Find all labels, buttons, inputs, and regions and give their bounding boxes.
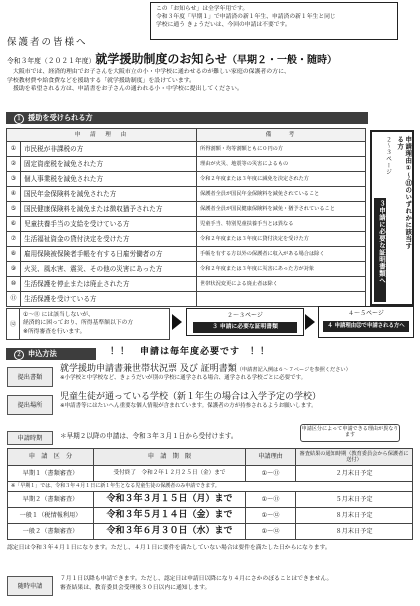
arrow-right-icon	[172, 314, 182, 330]
criteria-number: ⑧	[7, 247, 21, 262]
criteria-number: ⑩	[7, 277, 21, 292]
notice-line: 学校に通う きょうだいは、今回の申請は不要です。	[156, 22, 291, 29]
criteria-reason: 児童扶養手当の支給を受けている方	[21, 217, 197, 232]
criteria-body	[7, 142, 366, 307]
col-note-header: 備 考	[197, 129, 366, 142]
anytime-line: 審査結果は、教育委員会受理後３０日以内に通知します。	[60, 584, 211, 591]
criteria-note: 理由が火災、地震等の災害によるもの	[197, 157, 366, 172]
title-sub: （早期２・一般・随時）	[227, 55, 338, 66]
criteria-number: ③	[7, 172, 21, 187]
criteria-note: 世帯状況変更による廃止者は除く	[197, 277, 366, 292]
place-content	[60, 392, 418, 410]
criteria-note: 保護者全員が国民健康保険料を減免・猶予されていること	[197, 202, 366, 217]
docs-label: 提出書類	[7, 367, 53, 387]
criteria-note: 手帳を有する方以外の保護者に収入がある場合は除く	[197, 247, 366, 262]
row12-line: ①〜⑪ には該当しないが、	[23, 312, 94, 318]
criteria-note	[197, 292, 366, 307]
section1-title: 援助を受けられる方	[28, 113, 93, 122]
schedule-notice: ２月末日予定	[296, 466, 413, 482]
schedule-period-text: 令和３年５月１４日（金）まで	[106, 509, 233, 520]
schedule-category: 一般２（書類審査）	[8, 524, 94, 540]
criteria-reason: 生活福祉資金の貸付決定を受けた方	[21, 232, 197, 247]
criteria-row	[7, 202, 366, 217]
criteria-note: 所得割額・均等割額ともに０円の方	[197, 142, 366, 157]
criteria-row	[7, 172, 366, 187]
schedule-period-text: 令和３年３月１５日（月）まで	[106, 493, 233, 504]
schedule-notice: ８月末日予定	[296, 524, 413, 540]
criteria-note: 令和２年度または３年度に貸付決定を受けた方	[197, 232, 366, 247]
category-callout: 申請区分によって申請できる理由が異なります	[300, 424, 400, 442]
anytime-line: ７月１日以降も申請できます。ただし、認定日は申請日以降になり４月にさかのぼることはできません。	[60, 576, 333, 582]
docs-content	[60, 364, 418, 382]
criteria-note: 令和２年度または３年度に減免を決定された方	[197, 172, 366, 187]
place-label: 提出場所	[7, 395, 53, 415]
place-sub: ※申請書等にはたいへん重要な個人情報が含まれています。保護者の方が持参されるようお願いします。	[60, 403, 317, 410]
criteria-reason: 国民年金保険料を減免された方	[21, 187, 197, 202]
criteria-number: ⑥	[7, 217, 21, 232]
criteria-row	[7, 157, 366, 172]
schedule-row	[8, 508, 413, 524]
criteria-reason: 固定資産税を減免された方	[21, 157, 197, 172]
criteria-row	[7, 247, 366, 262]
docs-main: 就学援助申請書兼世帯状況票 及び 証明書類	[60, 364, 237, 374]
schedule-reason: ①〜⑪	[246, 492, 296, 508]
criteria-number: ②	[7, 157, 21, 172]
criteria-note: 児童手当、特別児童扶養手当とは異なる	[197, 217, 366, 232]
criteria-note: 保護者全員が国民年金保険料を減免されていること	[197, 187, 366, 202]
row12-number: ⑫	[6, 308, 20, 340]
schedule-period-text: 令和３年６月３０日（水）まで	[106, 525, 233, 536]
notice-box	[150, 2, 398, 40]
page-ref-1-pages: ２〜３ページ	[227, 312, 263, 319]
th-reason: 申請理由	[246, 449, 296, 466]
section2-number: ２	[14, 350, 24, 360]
criteria-reason: 生活保護を停止または廃止された方	[21, 277, 197, 292]
criteria-table	[6, 128, 366, 307]
row12-line: 経済的に困っており、所得基準額以下の方	[23, 320, 134, 327]
criteria-reason: 国民健康保険料を減免または徴収猶予された方	[21, 202, 197, 217]
schedule-reason: ①〜⑫	[246, 508, 296, 524]
side-guide-bottom: ３申請に必要な証明書類へ	[374, 198, 386, 302]
criteria-reason: 生活保護を受けている方	[21, 292, 197, 307]
schedule-period-text: 受付終了 令和２年１２月２５日（金）まで	[113, 470, 226, 476]
criteria-number: ⑤	[7, 202, 21, 217]
schedule-row	[8, 466, 413, 482]
page-ref-2-label: ４ 申請理由⑫で申請される方へ	[323, 321, 409, 332]
criteria-row	[7, 142, 366, 157]
col-reason-header: 申 請 理 由	[7, 129, 197, 142]
intro-line: 学校教材費や給食費などを援助する「就学援助制度」を設けています。	[7, 77, 196, 84]
greeting: 保護者の皆様へ	[7, 37, 88, 48]
schedule-period	[94, 508, 246, 524]
criteria-row	[7, 292, 366, 307]
criteria-row	[7, 262, 366, 277]
period-label: 申請時期	[7, 431, 53, 445]
criteria-number: ⑨	[7, 262, 21, 277]
section2-title: 申込方法	[28, 349, 57, 358]
notice-line: 令和３年度「早期１」で申請済の新１年生、申請済の新１年生と同じ	[156, 14, 336, 21]
schedule-note: ※「早期１」では、令和３年４月１日に新１年生となる児童生徒の保護者のみ申請できます。	[8, 482, 413, 492]
schedule-category: 早期１（書類審査）	[8, 466, 94, 482]
anytime-content	[60, 575, 416, 592]
schedule-period	[94, 492, 246, 508]
criteria-reason: 市民税が非課税の方	[21, 142, 197, 157]
approval-note: 認定日は令和３年４月１日になります。ただし、４月１日に要件を満たしていない場合は要件を満たした日からになります。	[7, 545, 331, 551]
schedule-notice: ８月末日予定	[296, 508, 413, 524]
schedule-category: 一般１（税情報利用）	[8, 508, 94, 524]
criteria-row	[7, 217, 366, 232]
intro-text	[7, 68, 415, 94]
criteria-row	[7, 187, 366, 202]
th-category: 申 請 区 分	[8, 449, 94, 466]
criteria-number: ⑪	[7, 292, 21, 307]
arrow-right-icon	[305, 314, 315, 330]
side-guide-box	[370, 130, 414, 306]
period-text: ＊早期２以降の申請は、令和３年３月１日から受付けます。	[60, 432, 238, 440]
schedule-period	[94, 524, 246, 540]
th-notice: 審査結果の通知時期（教育委員会から保護者に送付）	[296, 449, 413, 466]
intro-line: 大阪市では、経済的理由でお子さんを大阪市立の小・中学校に通わせるのが難しい家庭の保護者の方に、	[13, 69, 290, 75]
page-ref-1-label: ３ 申請に必要な証明書類	[193, 322, 297, 333]
row12-line: ※所得審査を行います。	[23, 328, 86, 335]
side-guide-top: 申請理由①〜⑪のいずれかに該当する方	[396, 136, 413, 250]
criteria-header-row	[7, 129, 366, 142]
schedule-header-row	[8, 449, 413, 466]
criteria-number: ④	[7, 187, 21, 202]
page-ref-box-2	[318, 306, 414, 338]
schedule-notice: ５月末日予定	[296, 492, 413, 508]
schedule-reason: ①〜⑫	[246, 524, 296, 540]
docs-note: （申請書記入例は６〜７ページを参照ください）	[236, 367, 351, 373]
criteria-number: ①	[7, 142, 21, 157]
schedule-row	[8, 524, 413, 540]
section1-number: １	[14, 114, 24, 124]
criteria-reason: 個人事業税を減免された方	[21, 172, 197, 187]
docs-sub: ※小学校と中学校など、きょうだいが別の学校に通学される場合、通学される学校ごとに必要です。	[60, 375, 307, 382]
page-ref-2-pages: ４〜５ページ	[348, 310, 384, 317]
criteria-reason: 火災、風水害、震災、その他の災害にあった方	[21, 262, 197, 277]
anytime-label: 随時申請	[7, 576, 53, 596]
schedule-table	[7, 448, 413, 540]
intro-line: 援助を希望される方は、申請書をお子さんの通われる小・中学校に提出してください。	[13, 86, 243, 93]
schedule-category: 早期２（書類審査）	[8, 492, 94, 508]
annual-banner: ！！ 申請は毎年度必要です ！！	[110, 347, 271, 357]
section1-header	[6, 112, 368, 124]
side-guide-pages: ２〜３ページ	[384, 136, 392, 175]
title-main: 就学援助制度のお知らせ	[95, 52, 228, 66]
schedule-period	[94, 466, 246, 482]
place-main: 児童生徒が通っている学校（新１年生の場合は入学予定の学校）	[60, 392, 322, 402]
section2-header	[6, 348, 96, 360]
schedule-reason: ①〜⑪	[246, 466, 296, 482]
criteria-note: 令和２年度または３年度に災害にあった方が対象	[197, 262, 366, 277]
page-title	[7, 52, 417, 68]
criteria-row	[7, 277, 366, 292]
criteria-row	[7, 232, 366, 247]
notice-line: この「お知らせ」は全学年用です。	[156, 6, 249, 12]
criteria-number: ⑦	[7, 232, 21, 247]
schedule-note-row	[8, 482, 413, 492]
schedule-row	[8, 492, 413, 508]
schedule-body	[8, 466, 413, 540]
th-period: 申 請 期 限	[94, 449, 246, 466]
page-ref-box-1	[186, 308, 304, 336]
criteria-reason: 雇用保険被保険者手帳を有する日雇労働者の方	[21, 247, 197, 262]
row12-box	[20, 308, 170, 340]
title-year: 令和３年度（２０２１年度）	[7, 57, 96, 65]
